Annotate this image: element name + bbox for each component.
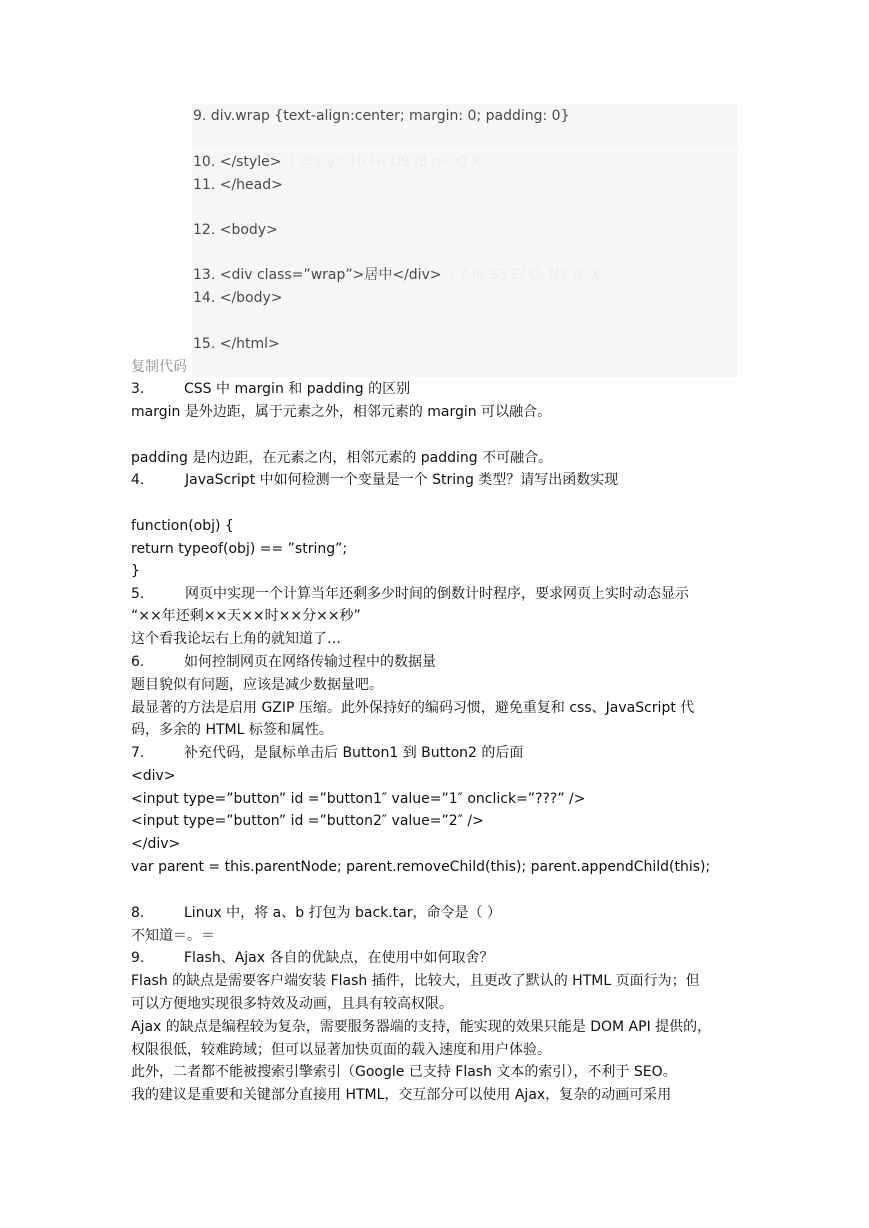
question-text: CSS 中 margin 和 padding 的区别 xyxy=(184,381,411,397)
code-line-12 xyxy=(193,220,278,240)
q4-code-line: } xyxy=(131,563,140,579)
question-text: JavaScript 中如何检测一个变量是一个 String 类型？请写出函数实现 xyxy=(185,472,619,488)
q4-code-line: return typeof(obj) == ”string”; xyxy=(131,541,348,557)
q6-answer-line: 码，多余的 HTML 标签和属性。 xyxy=(131,722,333,738)
question-5-title xyxy=(131,584,689,604)
q7-code-line: <div> xyxy=(131,768,176,784)
q9-answer-line: 权限很低，较难跨域；但可以显著加快页面的载入速度和用户体验。 xyxy=(131,1042,551,1058)
question-text: 如何控制网页在网络传输过程中的数据量 xyxy=(184,654,436,670)
code-line-11-text: 11. </head> xyxy=(193,177,283,193)
q5-answer-line: 这个看我论坛右上角的就知道了… xyxy=(131,631,341,647)
q7-code-line: var parent = this.parentNode; parent.removeChild(this); parent.appendChild(this); xyxy=(131,859,711,875)
code-separator xyxy=(192,150,737,151)
question-number: 8. xyxy=(131,905,145,921)
q9-answer-line: 此外，二者都不能被搜索引擎索引（Google 已支持 Flash 文本的索引），不利于 SEO。 xyxy=(131,1064,677,1080)
watermark-text: / Y i6 S3 E/ O, N2 d' X xyxy=(449,267,600,283)
q9-answer-line: 我的建议是重要和关键部分直接用 HTML，交互部分可以使用 Ajax，复杂的动画可采用 xyxy=(131,1087,672,1103)
question-number: 6. xyxy=(131,654,145,670)
code-line-14-text: 14. </body> xyxy=(193,290,283,306)
code-line-9 xyxy=(193,106,569,126)
code-line-11 xyxy=(193,175,283,195)
question-8-title xyxy=(131,903,501,923)
q3-answer-line: padding 是内边距，在元素之内，相邻元素的 padding 不可融合。 xyxy=(131,450,553,466)
question-6-title xyxy=(131,652,436,672)
code-line-10-text: 10. </style> xyxy=(193,154,282,170)
question-number: 5. xyxy=(131,586,145,602)
question-number: 9. xyxy=(131,950,145,966)
q6-answer-line: 最显著的方法是启用 GZIP 压缩。此外保持好的编码习惯，避免重复和 css、JavaScript 代 xyxy=(131,700,695,716)
code-line-13-text: 13. <div class=”wrap”>居中</div> xyxy=(193,267,442,283)
code-line-9-text: 9. div.wrap {text-align:center; margin: 0; padding: 0} xyxy=(193,108,570,124)
q6-answer-line: 题目貌似有问题，应该是减少数据量吧。 xyxy=(131,677,383,693)
question-9-title xyxy=(131,948,493,968)
question-number: 4. xyxy=(131,472,145,488)
question-text: 网页中实现一个计算当年还剩多少时间的倒数计时程序，要求网页上实时动态显示 xyxy=(185,586,689,602)
q5-title-continued: “××年还剩××天××时××分××秒” xyxy=(131,608,361,624)
q9-answer-line: 可以方便地实现很多特效及动画，且具有较高权限。 xyxy=(131,996,453,1012)
q9-answer-line: Ajax 的缺点是编程较为复杂，需要服务器端的支持，能实现的效果只能是 DOM API 提供的， xyxy=(131,1019,712,1035)
q4-code-line: function(obj) { xyxy=(131,518,234,534)
question-7-title xyxy=(131,743,523,763)
question-number: 7. xyxy=(131,745,145,761)
question-4-title xyxy=(131,470,618,490)
question-text: Flash、Ajax 各自的优缺点，在使用中如何取舍？ xyxy=(184,950,494,966)
q7-code-line: <input type=”button” id =”button1″ value=”1″ onclick=”???” /> xyxy=(131,791,586,807)
copy-code-link[interactable]: 复制代码 xyxy=(131,359,187,375)
q7-code-line: <input type=”button” id =”button2″ value=”2″ /> xyxy=(131,813,484,829)
code-line-13 xyxy=(193,265,600,285)
code-line-15 xyxy=(193,334,280,354)
code-line-14 xyxy=(193,288,283,308)
code-line-15-text: 15. </html> xyxy=(193,336,280,352)
question-number: 3. xyxy=(131,381,145,397)
q8-answer-line: 不知道＝。＝ xyxy=(131,928,215,944)
code-line-12-text: 12. <body> xyxy=(193,222,278,238)
q9-answer-line: Flash 的缺点是需要客户端安装 Flash 插件，比较大，且更改了默认的 HTML 页面行为；但 xyxy=(131,973,700,989)
question-text: 补充代码，是鼠标单击后 Button1 到 Button2 的后面 xyxy=(184,745,524,761)
q7-code-line: </div> xyxy=(131,836,181,852)
question-text: Linux 中，将 a、b 打包为 back.tar，命令是（ ） xyxy=(184,905,501,921)
code-line-10 xyxy=(193,152,482,172)
question-3-title xyxy=(131,379,410,399)
watermark-text: ( @$ y^ t0 H- D9 j8 p= Q X xyxy=(289,154,482,170)
q3-answer-line: margin 是外边距，属于元素之外，相邻元素的 margin 可以融合。 xyxy=(131,404,552,420)
